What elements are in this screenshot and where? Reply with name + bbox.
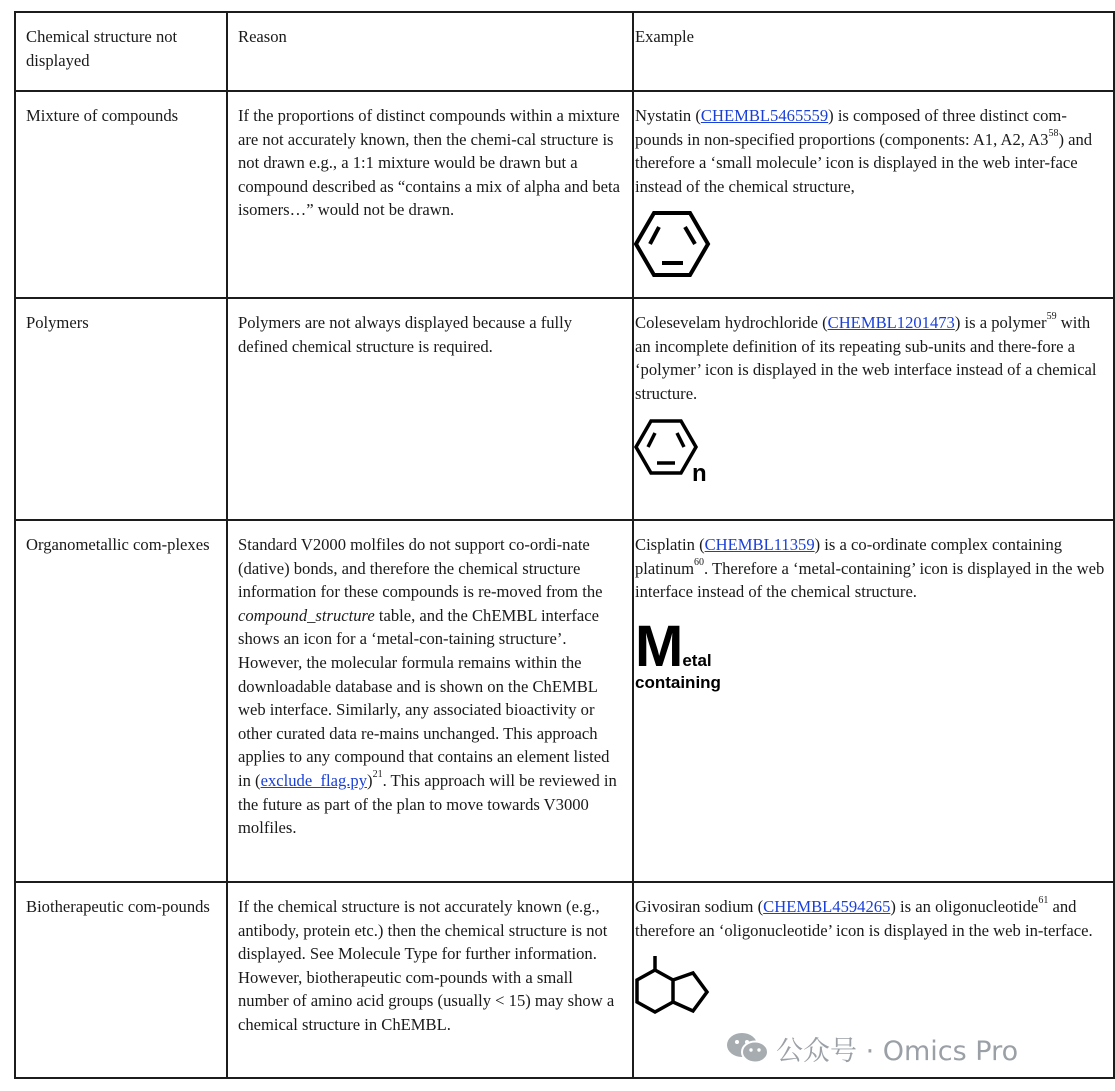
row-category: Mixture of compounds (15, 91, 227, 298)
oligonucleotide-icon (635, 954, 711, 1018)
polymer-n-label: n (692, 460, 707, 488)
row-example: Nystatin (CHEMBL5465559) is composed of three distinct com-pounds in non-specified proportions (components: A1, A2, $A3^{58}$) and therefore a ‘small molecule’ icon is displayed in the web inter-face instead of the chemical structure, (633, 91, 1114, 298)
table-row (15, 520, 1114, 882)
row-category: Biotherapeutic com-pounds (15, 882, 227, 1078)
structure-table (14, 11, 1115, 1079)
exclude-flag-link[interactable]: exclude_flag.py (260, 770, 368, 790)
wechat-logo-icon (726, 1031, 770, 1065)
header-category: Chemical structure not displayed (15, 12, 227, 91)
row-reason: Standard V2000 molfiles do not support co-ordi-nate (dative) bonds, and therefore the chemical structure information for these compounds is re-moved from the compound_structure table, and the ChEMBL interface shows an icon for a ‘metal-con-taining structure’. However, the molecular formula remains within the downloadable database and is shown on the ChEMBL web interface. Similarly, any associated bioactivity or other curated data re-mains unchanged. This approach applies to any compound that contains an element listed in (exclude_flag.py)$^{21}$. This approach will be reviewed in the future as part of the plan to move towards V3000 molfiles. (227, 520, 633, 882)
row-reason: If the proportions of distinct compounds within a mixture are not accurately known, then the chemi-cal structure is not drawn e.g., a 1:1 mixture would be drawn but a compound described as “contains a mix of alpha and beta isomers…” would not be drawn. (227, 91, 633, 298)
row-example: Colesevelam hydrochloride (CHEMBL1201473) is a polymer$^{59}$ with an incomplete definition of its repeating sub-units and there-fore a ‘polymer’ icon is displayed in the web interface instead of a chemical structure. n (633, 298, 1114, 520)
chembl-link[interactable]: CHEMBL4594265 (763, 897, 891, 916)
row-example: Cisplatin (CHEMBL11359) is a co-ordinate complex containing platinum$^{60}$. Therefore a ‘metal-containing’ icon is displayed in the web interface instead of the chemical structure. Metal containing (633, 520, 1114, 882)
chembl-link[interactable]: CHEMBL11359 (704, 535, 815, 554)
header-example: Example (633, 12, 1114, 91)
row-reason: Polymers are not always displayed because a fully defined chemical structure is required. (227, 298, 633, 520)
metal-containing-icon: Metal containing (635, 613, 721, 692)
table-row (15, 91, 1114, 298)
benzene-ring-icon (635, 210, 711, 278)
table-row (15, 298, 1114, 520)
watermark-text: 公众号 · Omics Pro (776, 1035, 1019, 1067)
table-header-row (15, 12, 1114, 91)
row-example: Givosiran sodium (CHEMBL4594265) is an oligonucleotide$^{61}$ and therefore an ‘oligonucleotide’ icon is displayed in the web in-terface. (633, 882, 1114, 1078)
chembl-link[interactable]: CHEMBL1201473 (827, 313, 955, 332)
row-category: Polymers (15, 298, 227, 520)
row-category: Organometallic com-plexes (15, 520, 227, 882)
watermark (726, 1030, 1018, 1066)
polymer-icon (635, 417, 715, 488)
chembl-link[interactable]: CHEMBL5465559 (700, 106, 829, 125)
header-reason: Reason (227, 12, 633, 91)
row-reason: If the chemical structure is not accurately known (e.g., antibody, protein etc.) then the chemical structure is not displayed. See Molecule Type for further information. However, biotherapeutic com-pounds with a small number of amino acid groups (usually < 15) may show a chemical structure in ChEMBL. (227, 882, 633, 1078)
